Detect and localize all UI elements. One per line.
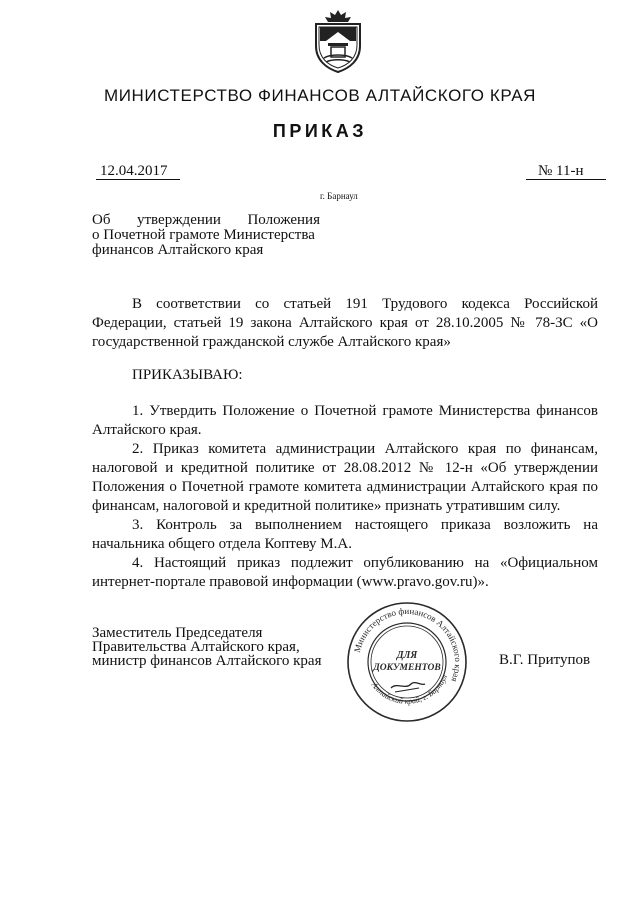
signature-mark	[395, 688, 419, 692]
coat-of-arms-icon	[308, 8, 368, 74]
seal-ring-bottom-text: Алтайский край, г. Барнаул	[369, 673, 450, 706]
signature-mark	[391, 683, 425, 688]
order-item: 3. Контроль за выполнением настоящего приказа возложить на начальника общего отдела Коптеву М.А.	[92, 517, 598, 552]
order-item: 1. Утвердить Положение о Почетной грамоте Министерства финансов Алтайского края.	[92, 403, 598, 438]
order-word: ПРИКАЗЫВАЮ:	[132, 367, 243, 383]
subject-word: Положения	[247, 212, 320, 228]
subject-word: утверждении	[136, 212, 221, 228]
basis-paragraph: В соответствии со статьей 191 Трудового кодекса Российской Федерации, статьей 19 закона Алтайского края от 28.10.2005 № 78-ЗС «О государственной гражданской службе Алтайского края»	[92, 296, 598, 350]
order-item: 4. Настоящий приказ подлежит опубликованию на «Официальном интернет-портале правовой информации (www.pravo.gov.ru)».	[92, 555, 598, 590]
subject-word: Об	[92, 212, 111, 228]
seal-center-text: ДЛЯ	[396, 650, 418, 661]
legal-basis	[92, 295, 598, 352]
signer-position: министр финансов Алтайского края	[92, 653, 322, 669]
document-number: № 11-н	[526, 163, 606, 180]
signer-position: Правительства Алтайского края,	[92, 639, 300, 655]
document-date: 12.04.2017	[96, 163, 180, 180]
order-items	[92, 402, 598, 592]
order-item: 2. Приказ комитета администрации Алтайского края по финансам, налоговой и кредитной политике от 28.08.2012 № 12-н «Об утверждении Положения о Почетной грамоте комитета администрации Алтайского края по финансам, налоговой и кредитной политике» признать утратившим силу.	[92, 441, 598, 514]
seal-ring-text: Министерство финансов Алтайского края	[351, 605, 464, 684]
signer-position: Заместитель Председателя	[92, 625, 263, 641]
document-type: ПРИКАЗ	[272, 121, 368, 141]
subject-line: финансов Алтайского края	[92, 242, 264, 258]
document-city: г. Барнаул	[320, 191, 358, 201]
document-subject	[92, 213, 320, 258]
signer-block	[92, 626, 321, 668]
seal-center-text: ДОКУМЕНТОВ	[373, 663, 441, 673]
official-seal	[345, 600, 469, 724]
subject-line: о Почетной грамоте Министерства	[92, 227, 315, 243]
ministry-title: МИНИСТЕРСТВО ФИНАНСОВ АЛТАЙСКОГО КРАЯ	[103, 86, 537, 105]
signer-name: В.Г. Притупов	[499, 652, 591, 668]
